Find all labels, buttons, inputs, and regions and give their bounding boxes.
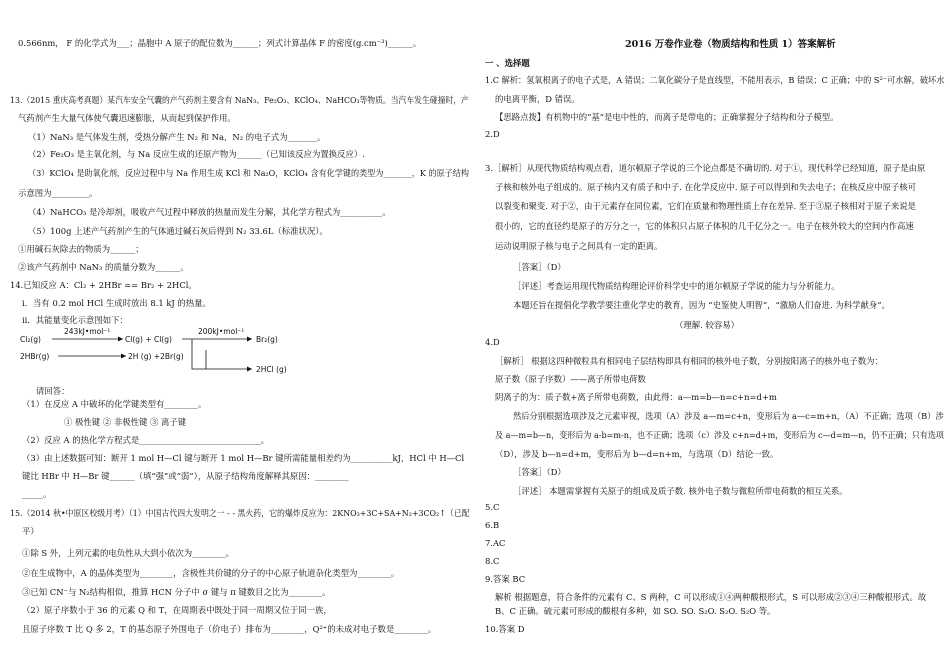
- diagram-br2: Br₂(g): [256, 335, 278, 344]
- text-line: 【思路点拨】有机物中的“基”是电中性的，而离子是带电的；正确掌握分子结构和分子模型。: [495, 112, 839, 122]
- text-line: （D），涉及 b—n=d+m，变形后为 b—d=n+m，与选项（D）结论一致。: [495, 449, 779, 459]
- diagram-cl2: Cl₂(g): [20, 335, 41, 344]
- text-line: 8.C: [485, 556, 500, 566]
- text-line: （2）反应 A 的热化学方程式是_____________________________。: [22, 435, 270, 445]
- text-line: ［答案］（D）: [513, 262, 566, 272]
- text-line: 3.［解析］从现代物质结构观点看，道尔顿原子学说的三个论点都是不确切的. 对于①，现代科学已经知道，原子是由原: [485, 163, 926, 173]
- text-line: ［评述］ 本题需掌握有关原子的组成及质子数. 核外电子数与微粒所带电荷数的相互关系。: [513, 486, 848, 496]
- text-line: 解析 根据题意，符合条件的元素有 C、S 两种，C 可以形成①④两种酸根形式，S 可以形成②③④三种酸根形式。故: [495, 592, 927, 602]
- text-line: ②在生成物中，A 的晶体类型为________，含极性共价键的分子的中心原子轨道杂化类型为________。: [22, 568, 400, 578]
- text-line: 原子数（原子序数）——离子所带电荷数: [495, 374, 646, 384]
- text-line: 气药剂产生大量气体使气囊迅速膨胀，从而起到保护作用。: [18, 113, 236, 123]
- text-line: 示意图为_________。: [18, 188, 98, 198]
- text-line: B、C 正确。硫元素可形成的酸根有多种，如 SO. SO. S₂O. S₂O. S₂O 等。: [495, 606, 776, 616]
- text-line: ［评述］考查运用现代物质结构理论评价科学史中的道尔顿原子学说的能力与分析能力。: [513, 281, 840, 291]
- section-heading: 一 、选择题: [485, 58, 530, 68]
- energy-diagram: [20, 325, 320, 385]
- text-line: 且原子序数 T 比 Q 多 2，T 的基态原子外围电子（价电子）排布为________，Q²⁺的未成对电子数是________。: [22, 624, 437, 634]
- text-line: 然后分别根据选项涉及之元素审视，选项（A）涉及 a—m=c+n，变形后为 a—c=m+n，（A）不正确；选项（B）涉: [513, 411, 944, 421]
- text-line: 以裂变和聚变. 对于②，由于元素存在同位素，它们在质量和物理性质上存在差异. 至于③原子核相对于原子来说是: [495, 201, 917, 211]
- diagram-cl-atoms: Cl(g) + Cl(g): [125, 335, 172, 344]
- text-line: ③已知 CN⁻与 N₂结构相似，推算 HCN 分子中 σ 键与 π 键数目之比为________。: [22, 587, 331, 597]
- text-line: 2.D: [485, 129, 500, 139]
- text-line: （2）Fe₂O₃ 是主氧化剂，与 Na 反应生成的还原产物为______（已知该反应为置换反应）.: [28, 149, 365, 159]
- text-line: i．当有 0.2 mol HCl 生成时放出 8.1 kJ 的热量。: [22, 298, 211, 308]
- text-line: ① 极性键 ② 非极性键 ③ 离子键: [64, 417, 187, 427]
- text-line: 键比 HBr 中 H—Br 键______（填“强”或“弱”），从原子结构角度解释其原因：________: [22, 471, 349, 481]
- text-line: ②该产气药剂中 NaN₃ 的质量分数为______。: [18, 262, 189, 272]
- answer-title: 2016 万卷作业卷（物质结构和性质 1）答案解析: [625, 39, 836, 50]
- text-line: ［答案］（D）: [513, 467, 566, 477]
- text-line: （1）在反应 A 中破坏的化学键类型有________。: [22, 399, 207, 409]
- text-line: 平）: [22, 526, 39, 536]
- text-line: 5.C: [485, 502, 500, 512]
- text-line: 很小的，它的直径约是原子的万分之一，它的体积只占原子体积的几千亿分之一。电子在核外较大的空间内作高速: [495, 221, 914, 231]
- diagram-2hbr: 2HBr(g): [20, 352, 50, 361]
- text-line: 7.AC: [485, 538, 506, 548]
- diagram-label-200: 200kJ•mol⁻¹: [198, 327, 245, 336]
- text-line: 子核和核外电子组成的。原子核内又有质子和中子. 在化学反应中. 原子可以得到和失去电子；在核反应中原子核可: [495, 182, 917, 192]
- text-line: 10.答案 D: [485, 624, 525, 634]
- text-line: （理解. 较容易）: [675, 320, 739, 330]
- text-line: 1.C 解析：氢氧根离子的电子式是，A 错误；二氧化碳分子是直线型，不能用表示，B 错误；C 正确；中的 S²⁻可水解，破坏水: [485, 75, 945, 85]
- text-line: 本题还旨在提倡化学教学要注重化学史的教育，因为 “史鉴使人明智”，“激励人们奋进. 为科学献身”。: [513, 300, 890, 310]
- text-line: ①除 S 外，上列元素的电负性从大到小依次为________。: [22, 548, 235, 558]
- text-line: （5）100g 上述产气药剂产生的气体通过碱石灰后得到 N₂ 33.6L（标准状况）。: [28, 226, 328, 236]
- text-line: （1）NaN₃ 是气体发生剂，受热分解产生 N₂ 和 Na，N₂ 的电子式为_______。: [28, 132, 326, 142]
- text-line: （3）KClO₄ 是助氧化剂，反应过程中与 Na 作用生成 KCl 和 Na₂O，KClO₄ 含有化学键的类型为_______，K 的原子结构: [28, 168, 469, 178]
- text-line: 14.已知反应 A：Cl₂ + 2HBr == Br₂ + 2HCl。: [10, 280, 197, 290]
- text-line: 请回答：: [36, 386, 70, 396]
- diagram-2hcl: 2HCl (g): [256, 365, 287, 374]
- diagram-h-br-atoms: 2H (g) +2Br(g): [128, 352, 184, 361]
- text-line: 4.D: [485, 337, 500, 347]
- text-line: 9.答案 BC: [485, 574, 526, 584]
- text-line: 及 a—m=b—n，变形后为 a-b=m-n，也不正确；选项（c）涉及 c+n=d+m，变形后为 c—d=m—n，仍不正确；只有选项: [495, 430, 944, 440]
- text-line: 阴离子的为：质子数+离子所带电荷数，由此得：a—m=b—n=c+n=d+m: [495, 392, 777, 402]
- text-line: （2）原子序数小于 36 的元素 Q 和 T，在周期表中既处于同一周期又位于同一族，: [22, 605, 332, 615]
- text-line: 6.B: [485, 520, 500, 530]
- text-line: 运动说明原子核与电子之间具有一定的距离。: [495, 241, 663, 251]
- text-line: _____。: [22, 489, 52, 499]
- text-line: 13.（2015 重庆高考真题）某汽车安全气囊的产气药剂主要含有 NaN₃、Fe₂O₃、KClO₄、NaHCO₃等物质。当汽车发生碰撞时，产: [10, 95, 469, 105]
- text-line: （3）由上述数据可知：断开 1 mol H—Cl 键与断开 1 mol H—Br 键所需能量相差约为__________kJ，HCl 中 H—Cl: [22, 453, 465, 463]
- text-line: ①用碱石灰除去的物质为______；: [18, 244, 144, 254]
- right-column: [475, 0, 950, 672]
- text-line: 0.566nm， F 的化学式为___；晶胞中 A 原子的配位数为______；列式计算晶体 F 的密度(g.cm⁻³)______。: [18, 38, 422, 48]
- text-line: ［解析］ 根据这四种微粒具有相同电子层结构即具有相同的核外电子数，分别按阳离子的核外电子数为：: [495, 356, 883, 366]
- text-line: ii．其能量变化示意图如下：: [22, 315, 128, 325]
- text-line: （4）NaHCO₃ 是冷却剂，吸收产气过程中释放的热量而发生分解，其化学方程式为__________。: [28, 207, 391, 217]
- text-line: 15.（2014 秋•中原区校级月考）（1）中国古代四大发明之一 - - 黑火药，它的爆炸反应为：2KNO₃+3C+SA+N₂+3CO₂↑（已配: [10, 508, 470, 518]
- text-line: 的电离平衡，D 错误。: [495, 94, 580, 104]
- diagram-label-243: 243kJ•mol⁻¹: [64, 327, 111, 336]
